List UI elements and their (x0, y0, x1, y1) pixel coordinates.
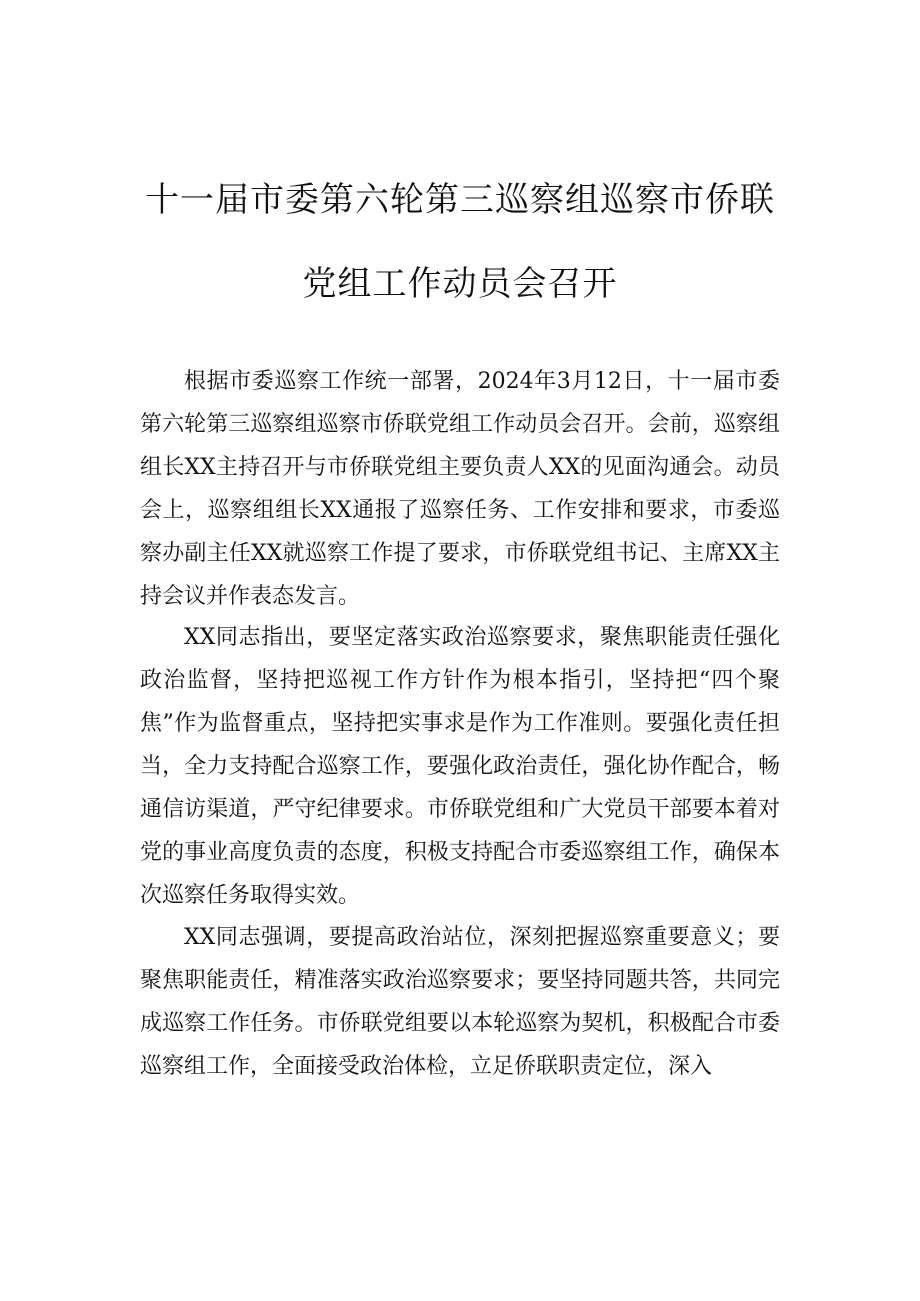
paragraph-3: XX同志强调，要提高政治站位，深刻把握巡察重要意义；要聚焦职能责任，精准落实政治巡察要求；要坚持同题共答，共同完成巡察工作任务。市侨联党组要以本轮巡察为契机，积极配合市委巡察组工作，全面接受政治体检，立足侨联职责定位，深入 (140, 925, 780, 1079)
paragraph-2: XX同志指出，要坚定落实政治巡察要求，聚焦职能责任强化政治监督，坚持把巡视工作方针作为根本指引，坚持把“四个聚焦”作为监督重点，坚持把实事求是作为工作准则。要强化责任担当，全力支持配合巡察工作，要强化政治责任，强化协作配合，畅通信访渠道，严守纪律要求。市侨联党组和广大党员干部要本着对党的事业高度负责的态度，积极支持配合市委巡察组工作，确保本次巡察任务取得实效。 (140, 625, 780, 908)
paragraph-1-block (140, 360, 780, 618)
paragraph-1: 根据市委巡察工作统一部署，2024年3月12日，十一届市委第六轮第三巡察组巡察市侨联党组工作动员会召开。会前，巡察组组长XX主持召开与市侨联党组主要负责人XX的见面沟通会。动员会上，巡察组组长XX通报了巡察任务、工作安排和要求，市委巡察办副主任XX就巡察工作提了要求，市侨联党组书记、主席XX主持会议并作表态发言。 (140, 369, 780, 609)
document-title-line-2: 党组工作动员会召开 (302, 264, 618, 304)
paragraph-2-block (140, 616, 780, 917)
paragraph-3-block (140, 916, 780, 1088)
document-title-line-1: 十一届市委第六轮第三巡察组巡察市侨联 (145, 180, 775, 220)
